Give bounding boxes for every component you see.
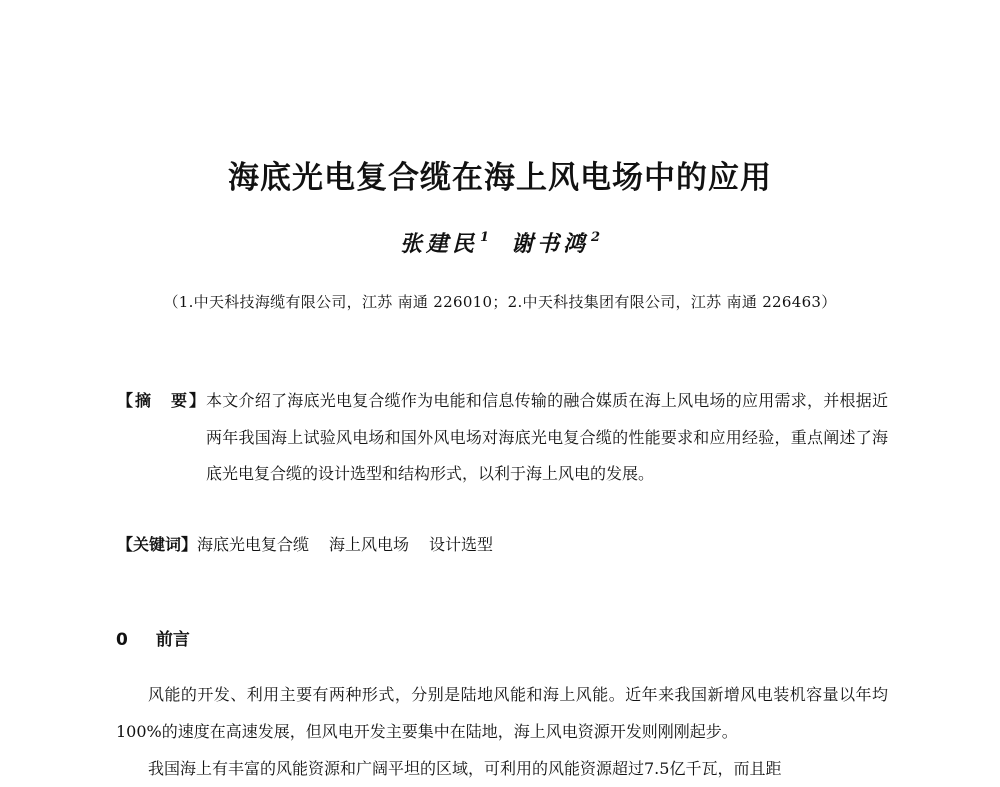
abstract-label: 【摘 要】 [117,391,208,410]
author-name: 谢书鸿 [511,231,590,257]
keyword: 设计选型 [429,535,494,554]
paragraph-text: 我国海上有丰富的风能资源和广阔平坦的区域，可利用的风能资源超过7.5亿千瓦，而且距 [148,759,782,778]
affiliations: （1.中天科技海缆有限公司，江苏 南通 226010；2.中天科技集团有限公司，江苏 南通 226463） [163,293,837,311]
abstract-text: 本文介绍了海底光电复合缆作为电能和信息传输的融合媒质在海上风电场的应用需求，并根据近两年我国海上试验风电场和国外风电场对海底光电复合缆的性能要求和应用经验，重点阐述了海底光电复合缆的设计选型和结构形式，以利于海上风电的发展。 [206,391,888,483]
section-title: 前言 [155,630,190,650]
author-name: 张建民 [399,231,478,257]
keywords-block [117,532,513,555]
author-list [0,227,1000,258]
section-number: 0 [116,630,128,650]
body-paragraph [116,676,888,787]
author-affiliation-mark: 2 [591,230,601,245]
paragraph-text: 风能的开发、利用主要有两种形式，分别是陆地风能和海上风能。近年来我国新增风电装机容量以年均100%的速度在高速发展，但风电开发主要集中在陆地，海上风电资源开发则刚刚起步。 [116,685,888,741]
author-affiliation-mark: 1 [479,230,489,245]
keywords-label: 【关键词】 [117,535,198,554]
keyword: 海上风电场 [329,535,410,554]
paper-title: 海底光电复合缆在海上风电场中的应用 [228,160,772,196]
keyword: 海底光电复合缆 [197,535,310,554]
section-heading [116,625,190,650]
